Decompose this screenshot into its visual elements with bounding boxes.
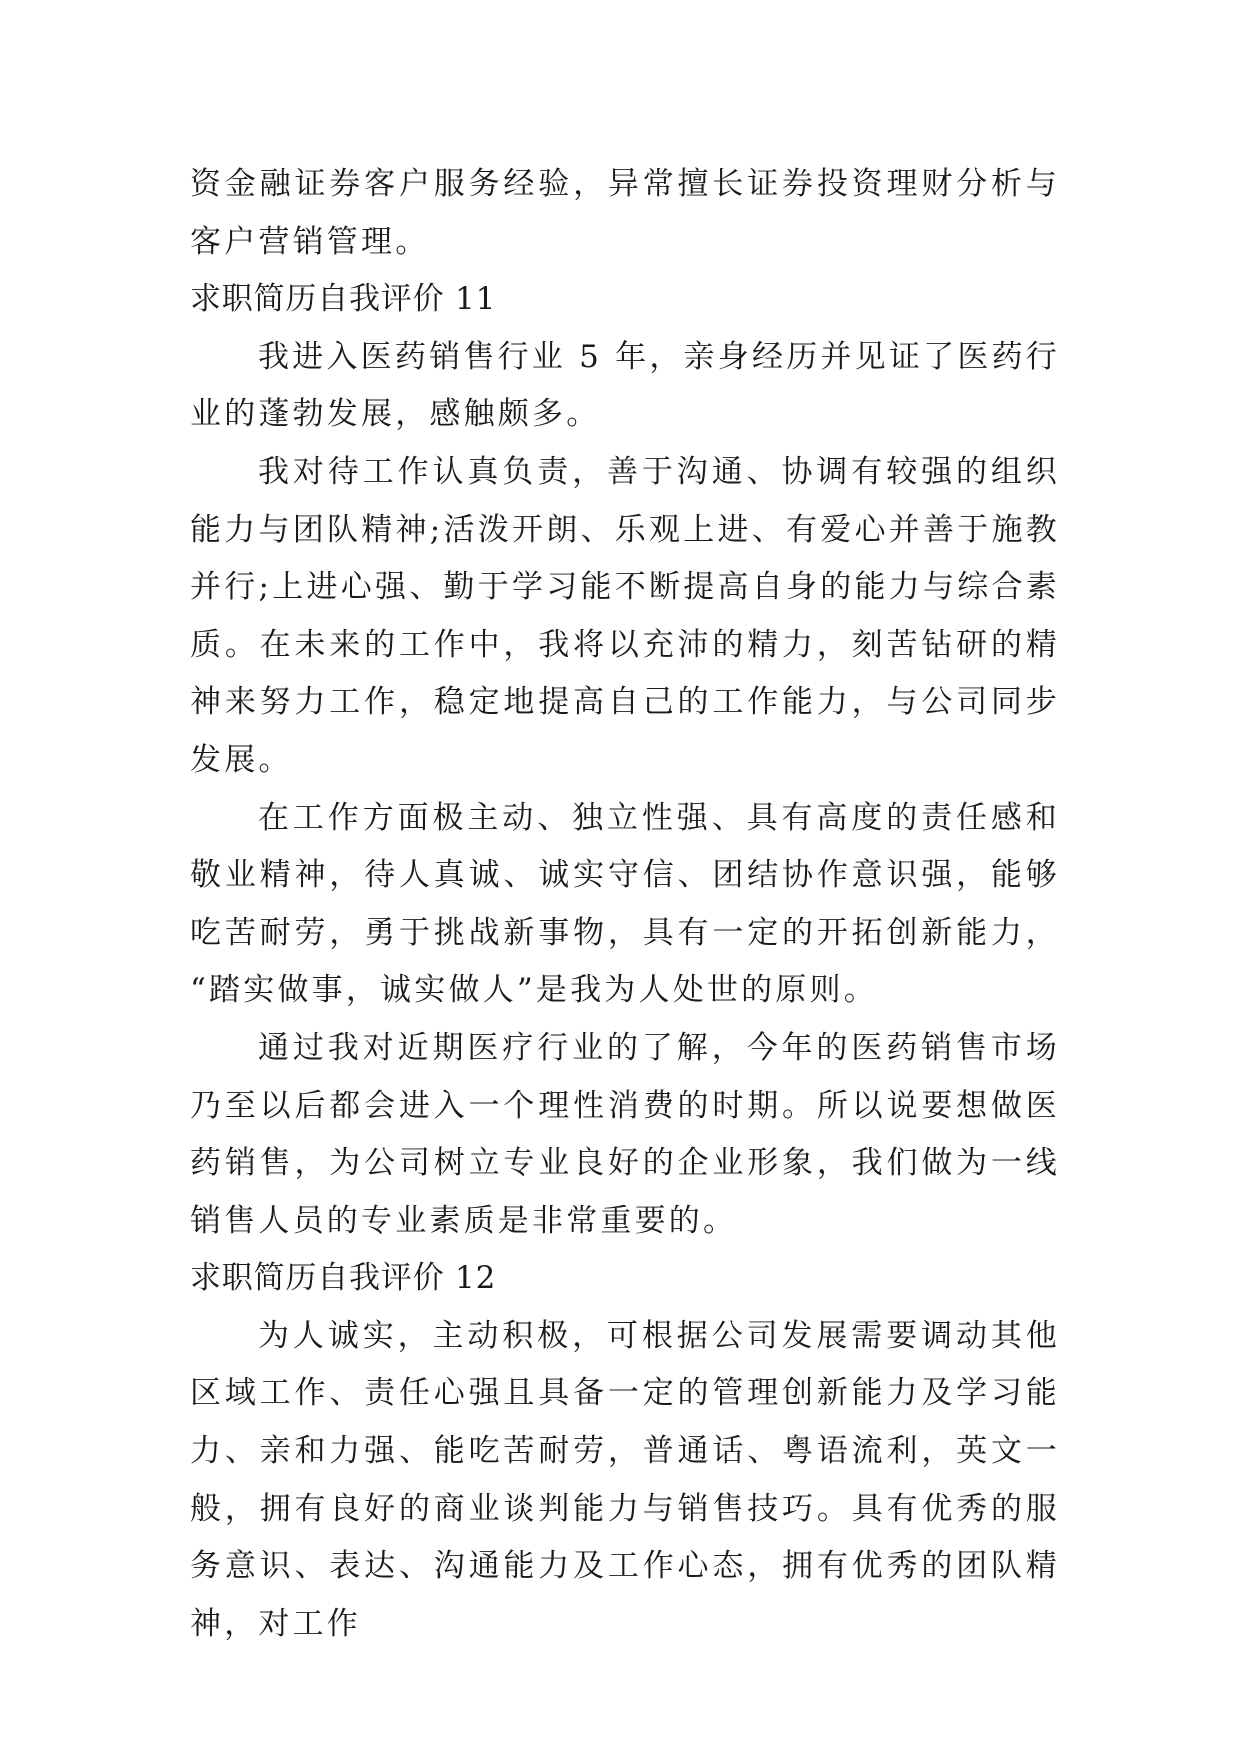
paragraph-continuation: 资金融证券客户服务经验，异常擅长证券投资理财分析与客户营销管理。	[190, 166, 1060, 260]
paragraph: 通过我对近期医疗行业的了解，今年的医药销售市场乃至以后都会进入一个理性消费的时期。所以说要想做医药销售，为公司树立专业良好的企业形象，我们做为一线销售人员的专业素质是非常重要的。	[190, 1029, 1060, 1239]
paragraph: 为人诚实，主动积极，可根据公司发展需要调动其他区域工作、责任心强且具备一定的管理创新能力及学习能力、亲和力强、能吃苦耐劳，普通话、粤语流利，英文一般，拥有良好的商业谈判能力与销售技巧。具有优秀的服务意识、表达、沟通能力及工作心态，拥有优秀的团队精神，对工作	[190, 1317, 1060, 1642]
section-heading-11: 求职简历自我评价 11	[190, 281, 497, 318]
document-body	[190, 156, 1060, 1653]
paragraph: 我进入医药销售行业 5 年，亲身经历并见证了医药行业的蓬勃发展，感触颇多。	[190, 338, 1060, 433]
paragraph: 在工作方面极主动、独立性强、具有高度的责任感和敬业精神，待人真诚、诚实守信、团结协作意识强，能够吃苦耐劳，勇于挑战新事物，具有一定的开拓创新能力， “踏实做事，诚实做人”是我为人处世的原则。	[190, 799, 1060, 1009]
paragraph: 我对待工作认真负责，善于沟通、协调有较强的组织能力与团队精神;活泼开朗、乐观上进、有爱心并善于施教并行;上进心强、勤于学习能不断提高自身的能力与综合素质。在未来的工作中，我将以充沛的精力，刻苦钻研的精神来努力工作，稳定地提高自己的工作能力，与公司同步发展。	[190, 453, 1060, 778]
section-heading-12: 求职简历自我评价 12	[190, 1260, 497, 1297]
